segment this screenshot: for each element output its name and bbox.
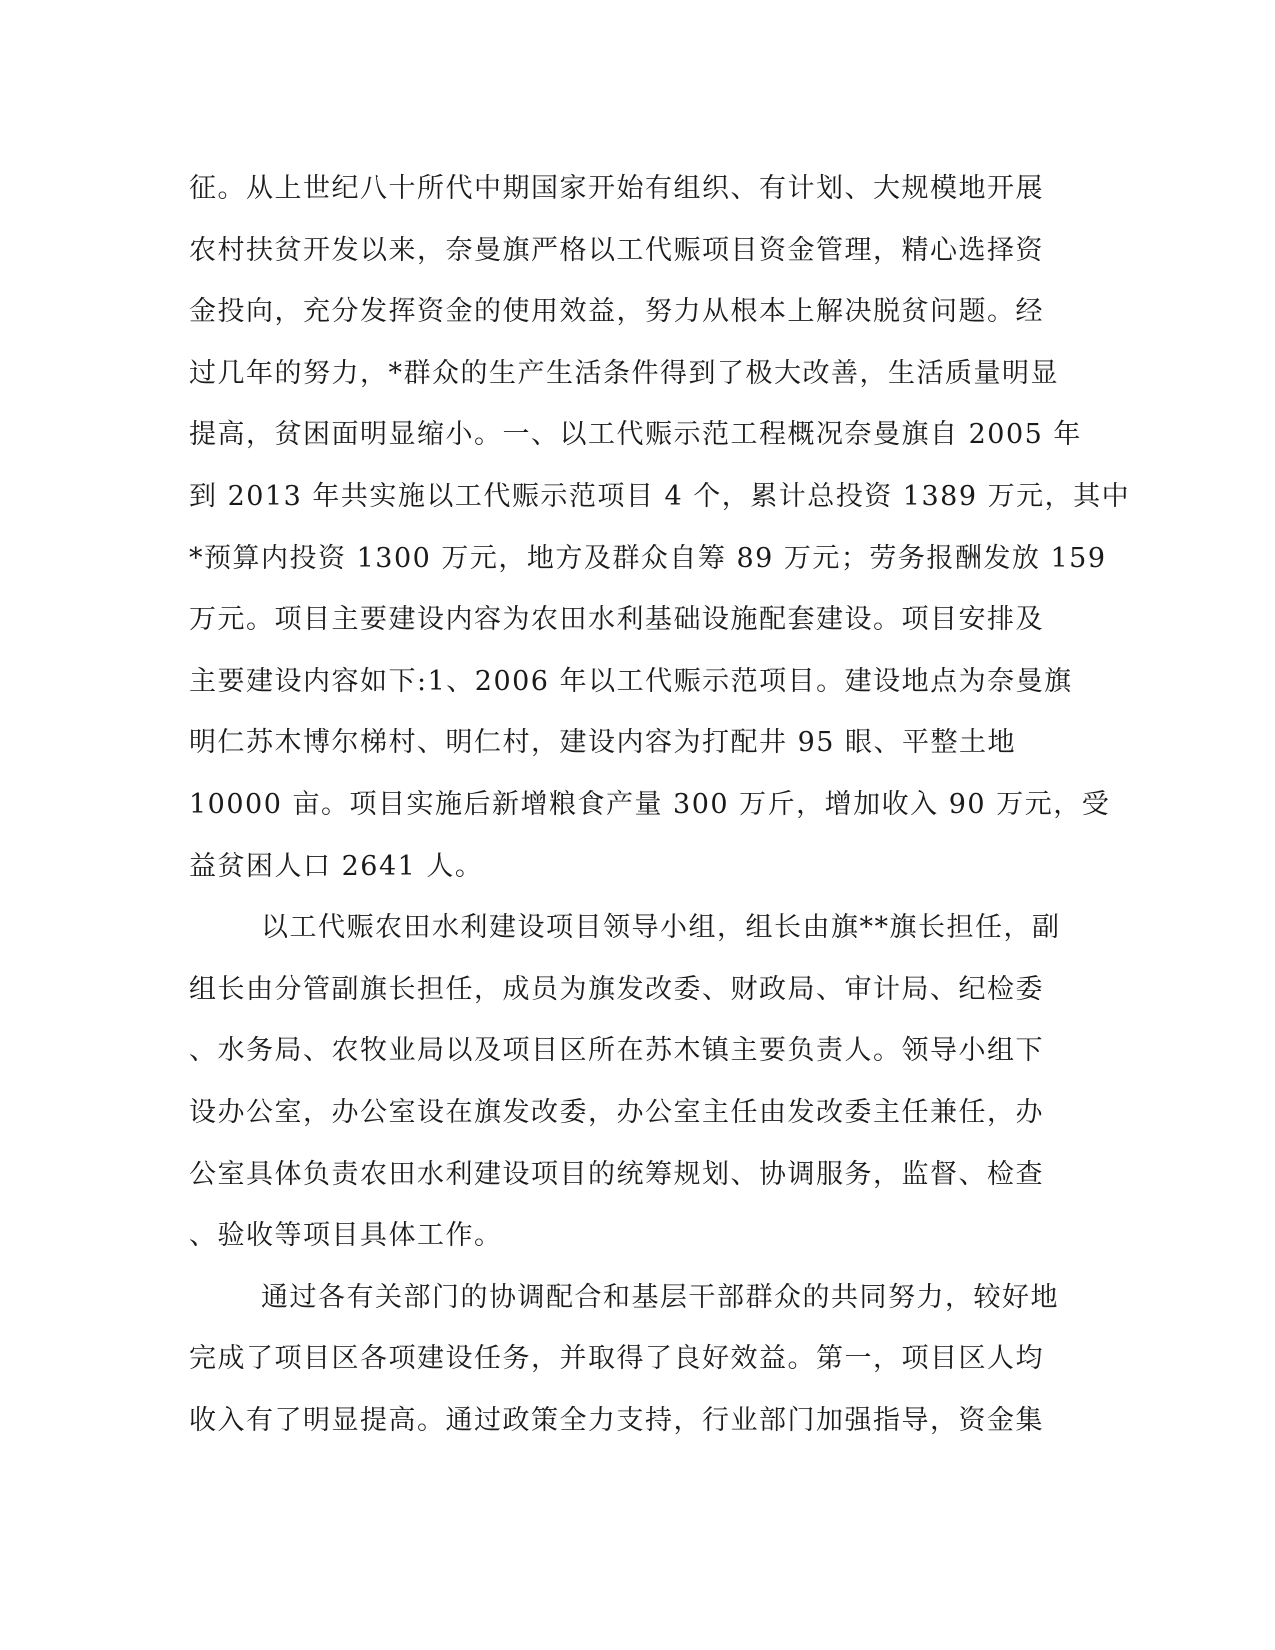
- text-line: 金投向，充分发挥资金的使用效益，努力从根本上解决脱贫问题。经: [189, 296, 1044, 328]
- text-line: 10000 亩。项目实施后新增粮食产量 300 万斤，增加收入 90 万元，受: [189, 788, 1111, 820]
- text-line: *预算内投资 1300 万元，地方及群众自筹 89 万元；劳务报酬发放 159: [189, 542, 1107, 574]
- text-line: 益贫困人口 2641 人。: [189, 850, 484, 882]
- text-line: 设办公室，办公室设在旗发改委，办公室主任由发改委主任兼任，办: [189, 1096, 1044, 1128]
- text-line: 完成了项目区各项建设任务，并取得了良好效益。第一，项目区人均: [189, 1343, 1044, 1375]
- text-line: 提高，贫困面明显缩小。一、以工代赈示范工程概况奈曼旗自 2005 年: [189, 419, 1082, 451]
- text-line: 主要建设内容如下:1、2006 年以工代赈示范项目。建设地点为奈曼旗: [189, 665, 1073, 697]
- paragraph-1: [189, 158, 1131, 897]
- text-line: 到 2013 年共实施以工代赈示范项目 4 个，累计总投资 1389 万元，其中: [189, 480, 1131, 512]
- text-line: 过几年的努力，*群众的生产生活条件得到了极大改善，生活质量明显: [189, 357, 1059, 389]
- paragraph-2: [189, 897, 1084, 1267]
- text-line: 明仁苏木博尔梯村、明仁村，建设内容为打配井 95 眼、平整土地: [189, 727, 1017, 759]
- text-line: 万元。项目主要建设内容为农田水利基础设施配套建设。项目安排及: [189, 604, 1044, 636]
- text-line: 农村扶贫开发以来，奈曼旗严格以工代赈项目资金管理，精心选择资: [189, 234, 1044, 266]
- document-body: [189, 158, 1131, 1451]
- text-line: 、验收等项目具体工作。: [189, 1220, 503, 1252]
- text-line: 公室具体负责农田水利建设项目的统筹规划、协调服务，监督、检查: [189, 1158, 1044, 1190]
- text-line-indented: 以工代赈农田水利建设项目领导小组，组长由旗**旗长担任，副: [261, 912, 1061, 944]
- paragraph-3: [189, 1267, 1084, 1452]
- text-line-indented: 通过各有关部门的协调配合和基层干部群众的共同努力，较好地: [261, 1281, 1059, 1313]
- text-line: 征。从上世纪八十所代中期国家开始有组织、有计划、大规模地开展: [189, 173, 1044, 204]
- text-line: 、水务局、农牧业局以及项目区所在苏木镇主要负责人。领导小组下: [189, 1035, 1044, 1067]
- text-line: 收入有了明显提高。通过政策全力支持，行业部门加强指导，资金集: [189, 1404, 1044, 1436]
- text-line: 组长由分管副旗长担任，成员为旗发改委、财政局、审计局、纪检委: [189, 973, 1044, 1005]
